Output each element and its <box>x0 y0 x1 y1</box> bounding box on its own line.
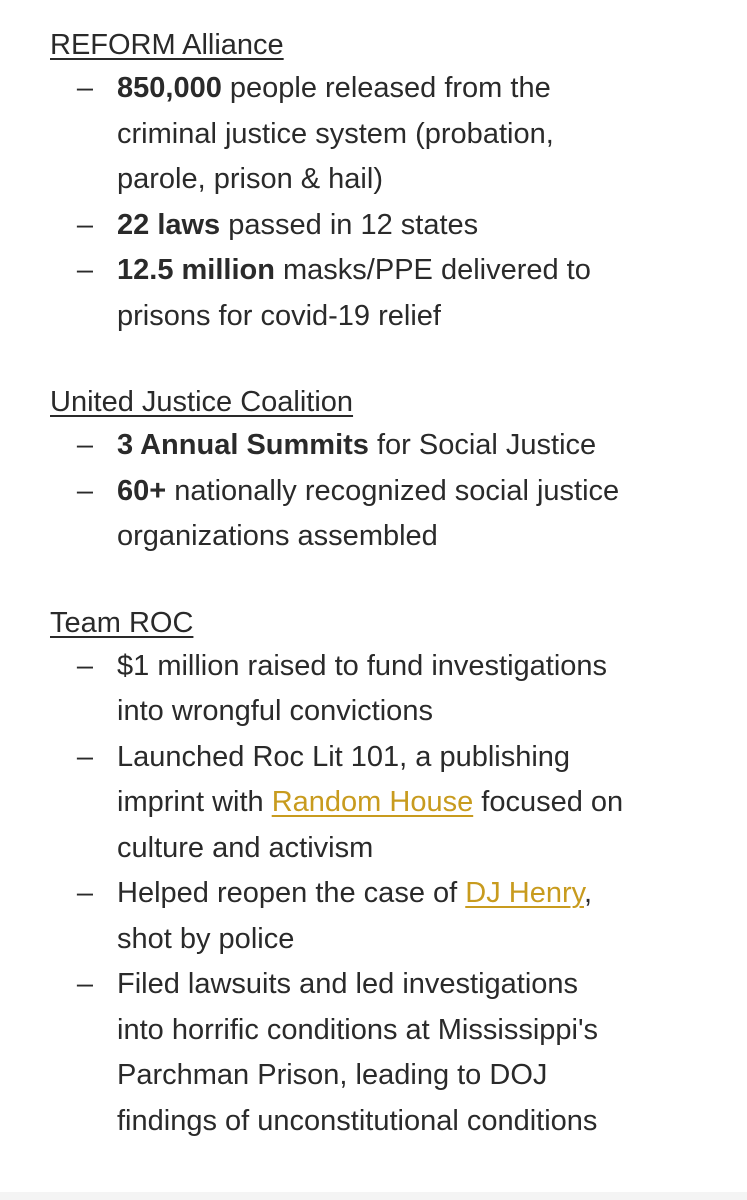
bullet-dash: – <box>76 208 94 241</box>
item-line: findings of unconstitutional conditions <box>117 1104 598 1137</box>
list-item <box>50 962 670 1144</box>
bullet-dash: – <box>76 968 94 1000</box>
dj-henry-link[interactable]: DJ Henry <box>465 877 584 909</box>
list-item <box>50 66 670 203</box>
item-line: Launched Roc Lit 101, a publishing <box>117 740 571 773</box>
bullet-dash: – <box>76 877 94 909</box>
section-heading: United Justice Coalition <box>50 386 354 418</box>
item-line <box>117 248 670 294</box>
item-text: nationally recognized social justice <box>166 474 620 507</box>
item-line: Filed lawsuits and led investigations <box>117 968 579 1000</box>
item-line: prisons for covid-19 relief <box>117 299 441 332</box>
list-item <box>50 203 670 249</box>
item-line: into horrific conditions at Mississippi's <box>117 1013 598 1046</box>
list-item <box>50 469 670 560</box>
section-heading: Team ROC <box>50 606 194 639</box>
list-item <box>50 735 670 872</box>
item-line <box>117 469 670 515</box>
item-line: culture and activism <box>117 831 374 864</box>
bullet-dash: – <box>76 740 94 773</box>
item-line <box>117 871 670 917</box>
item-text: , <box>583 877 593 909</box>
item-text: passed in 12 states <box>220 208 479 241</box>
bullet-dash: – <box>76 474 94 507</box>
item-line: organizations assembled <box>117 520 438 552</box>
highlight-number: 60+ <box>117 474 167 507</box>
item-line: criminal justice system (probation, <box>117 117 554 150</box>
section-reform-alliance <box>50 24 727 339</box>
section-heading: REFORM Alliance <box>50 29 284 61</box>
section-team-roc <box>50 602 727 1145</box>
item-text: for Social Justice <box>368 429 597 461</box>
item-line: shot by police <box>117 922 295 955</box>
item-text: masks/PPE delivered to <box>274 254 591 286</box>
section-united-justice-coalition <box>50 381 727 560</box>
list-item <box>50 644 670 735</box>
bullet-dash: – <box>76 72 94 104</box>
list-item <box>50 248 670 339</box>
highlight-number: 3 Annual Summits <box>117 429 369 461</box>
item-line: Parchman Prison, leading to DOJ <box>117 1059 548 1091</box>
bullet-dash: – <box>76 429 94 461</box>
highlight-number: 12.5 million <box>117 254 275 286</box>
item-line <box>117 66 670 112</box>
item-text: imprint with <box>117 786 272 818</box>
item-line: into wrongful convictions <box>117 695 433 727</box>
item-line: parole, prison & hail) <box>117 163 383 195</box>
item-line: $1 million raised to fund investigations <box>117 649 608 682</box>
random-house-link[interactable]: Random House <box>271 786 474 818</box>
list-item <box>50 871 670 962</box>
highlight-number: 22 laws <box>117 208 221 241</box>
list-item <box>50 423 670 469</box>
item-line <box>117 203 670 249</box>
bullet-dash: – <box>76 254 94 286</box>
highlight-number: 850,000 <box>117 72 222 104</box>
item-text: focused on <box>473 786 624 818</box>
item-text: people released from the <box>221 72 551 104</box>
bullet-dash: – <box>76 649 94 682</box>
bottom-edge-strip <box>0 1192 747 1200</box>
item-text: Helped reopen the case of <box>117 877 466 909</box>
item-line <box>117 423 670 469</box>
item-line <box>117 780 670 826</box>
